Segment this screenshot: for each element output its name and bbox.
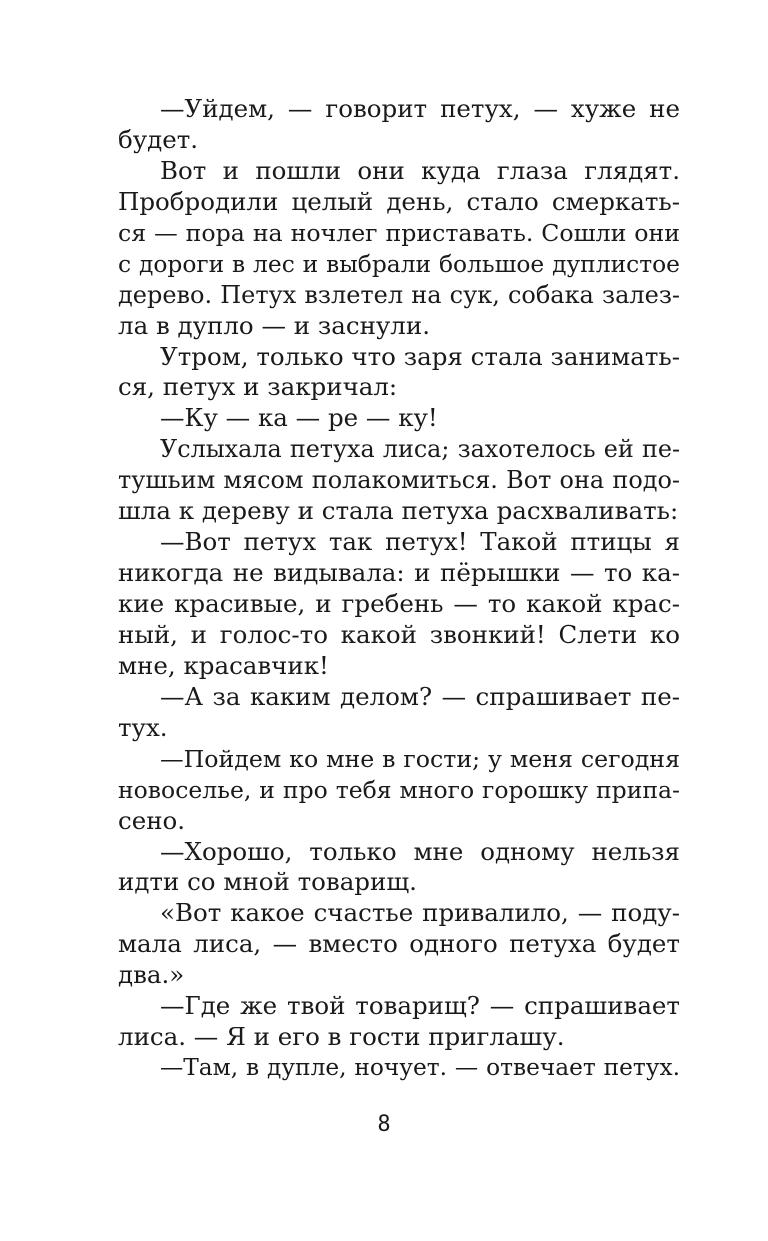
text-line: новоселье, и про тебя много горошку припа-: [118, 775, 680, 804]
text-line: —Уйдем, — говорит петух, — хуже не: [160, 94, 680, 123]
text-line: ла в дупло — и заснули.: [118, 310, 430, 340]
text-line: —Где же твой товарищ? — спрашивает: [160, 991, 680, 1021]
body-text: [118, 94, 680, 1084]
text-line: тушьим мясом полакомиться. Вот она подо-: [118, 466, 680, 495]
text-line: —Там, в дупле, ночует. — отвечает петух.: [160, 1054, 680, 1082]
page-number: 8: [377, 1112, 391, 1137]
text-line: —Ку — ка — ре — ку!: [160, 403, 438, 433]
text-line: шла к дереву и стала петуха расхваливать:: [118, 496, 679, 526]
text-line: ся — пора на ночлег приставать. Сошли они: [118, 218, 680, 247]
text-line: Услыхала петуха лиса; захотелось ей пе-: [160, 435, 680, 464]
text-line: лиса. — Я и его в гости приглашу.: [118, 1022, 565, 1052]
text-line: мала лиса, — вместо одного петуха будет: [118, 929, 680, 959]
text-line: Вот и пошли они куда глаза глядят.: [160, 155, 680, 185]
text-line: мне, красавчик!: [118, 650, 329, 680]
text-line: ся, петух и закричал:: [118, 372, 398, 402]
text-line: —Хорошо, только мне одному нельзя: [160, 836, 680, 866]
text-line: ный, и голос-то какой звонкий! Слети ко: [118, 619, 680, 649]
text-line: —Пойдем ко мне в гости; у меня сегодня: [160, 744, 680, 773]
text-line: идти со мной товарищ.: [118, 867, 417, 897]
text-line: будет.: [118, 124, 199, 154]
text-line: Утром, только что заря стала занимать-: [160, 341, 680, 371]
text-line: два.»: [118, 960, 185, 990]
text-line: никогда не видывала: и пёрышки — то ка-: [118, 558, 680, 588]
text-line: —Вот петух так петух! Такой птицы я: [160, 527, 680, 557]
text-line: «Вот какое счастье привалило, — поду-: [160, 898, 680, 928]
text-line: дерево. Петух взлетел на сук, собака залез-: [118, 280, 680, 309]
text-line: с дороги в лес и выбрали большое дуплистое: [118, 249, 680, 278]
text-line: кие красивые, и гребень — то какой крас-: [118, 589, 680, 618]
text-line: —А за каким делом? — спрашивает пе-: [160, 681, 680, 711]
text-line: сено.: [118, 805, 186, 835]
text-line: тух.: [118, 712, 168, 742]
text-line: Пробродили целый день, стало смеркать-: [118, 186, 680, 216]
